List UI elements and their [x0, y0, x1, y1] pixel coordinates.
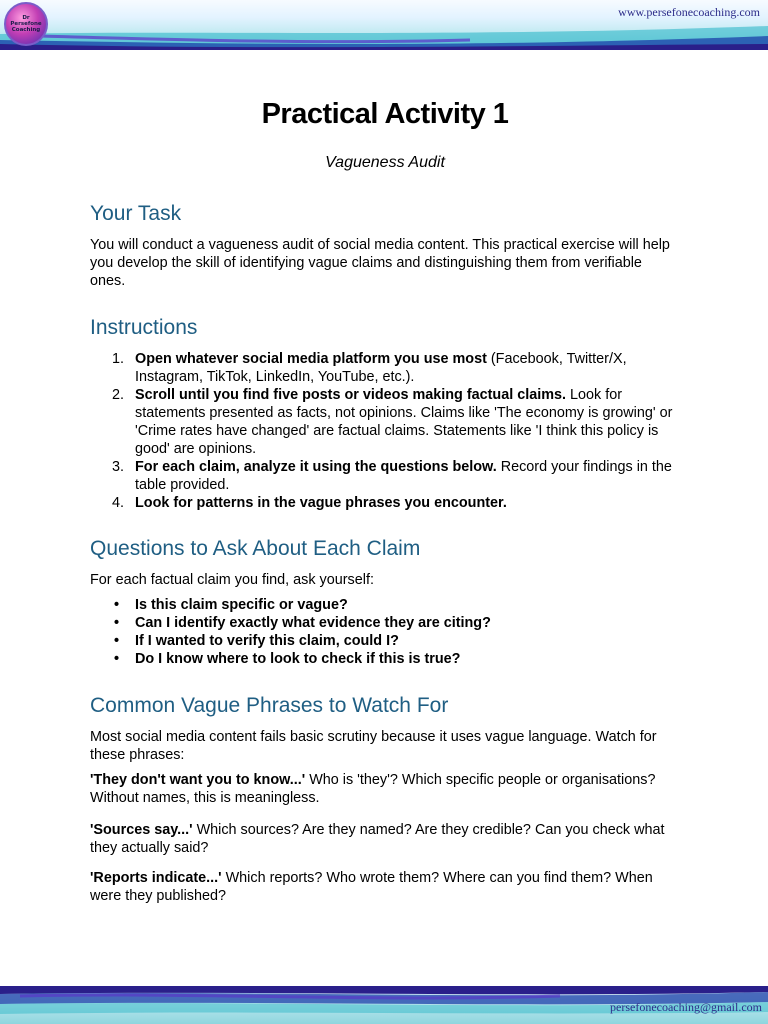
instruction-bold: Scroll until you find five posts or videos making factual claims.	[135, 387, 567, 403]
bullet-icon: •	[114, 633, 120, 649]
section-heading-vague-phrases: Common Vague Phrases to Watch For	[90, 694, 449, 717]
question-text: Is this claim specific or vague?	[135, 597, 348, 613]
question-item	[90, 632, 680, 650]
page-subtitle: Vagueness Audit	[325, 154, 445, 171]
section-heading-questions: Questions to Ask About Each Claim	[90, 537, 421, 560]
instruction-item	[90, 350, 680, 386]
bullet-icon: •	[114, 615, 120, 631]
section-heading-instructions: Instructions	[90, 316, 198, 339]
phrase-bold: 'They don't want you to know...'	[90, 772, 306, 788]
phrase-bold: 'Reports indicate...'	[90, 870, 222, 886]
section-heading-your-task: Your Task	[90, 202, 182, 225]
logo-line: Persefone	[10, 21, 42, 27]
phrase-bold: 'Sources say...'	[90, 822, 193, 838]
phrase-entry	[90, 771, 680, 807]
instruction-text: (Facebook, Twitter/X, Instagram, TikTok, LinkedIn, YouTube, etc.).	[135, 351, 627, 385]
instruction-text: Look for statements presented as facts, not opinions. Claims like 'The economy is growing' or 'Crime rates have changed' are factual claims. Statements like 'I think this policy is good' are opinions.	[135, 387, 673, 457]
item-number: 1.	[112, 351, 125, 367]
question-text: If I wanted to verify this claim, could I?	[135, 633, 399, 649]
task-description: You will conduct a vagueness audit of social media content. This practical exercise will help you develop the skill of identifying vague claims and distinguishing them from verifiable ones.	[90, 237, 670, 289]
item-number: 4.	[112, 495, 125, 511]
bullet-icon: •	[114, 597, 120, 613]
questions-intro: For each factual claim you find, ask yourself:	[90, 572, 374, 588]
footer-banner	[0, 986, 768, 1024]
question-item	[90, 650, 680, 668]
instruction-item	[90, 494, 680, 512]
logo-line: Coaching	[11, 27, 41, 33]
instruction-item	[90, 386, 680, 458]
questions-list	[90, 596, 680, 668]
instruction-item	[90, 458, 680, 494]
question-text: Do I know where to look to check if this is true?	[135, 651, 461, 667]
contact-email-link[interactable]: persefonecoaching@gmail.com	[610, 1000, 762, 1014]
logo-line: Dr	[22, 15, 30, 21]
header-banner	[0, 0, 768, 50]
website-link[interactable]: www.persefonecoaching.com	[618, 5, 760, 19]
instructions-list	[90, 350, 680, 512]
instruction-bold: Open whatever social media platform you use most	[135, 351, 487, 367]
phrase-text: Which sources? Are they named? Are they credible? Can you check what they actually said?	[90, 822, 665, 856]
instruction-text: Record your findings in the table provided.	[135, 459, 672, 493]
phrase-entry	[90, 821, 680, 857]
question-text: Can I identify exactly what evidence they are citing?	[135, 615, 491, 631]
phrase-text: Who is 'they'? Which specific people or organisations? Without names, this is meaningless.	[90, 772, 656, 806]
item-number: 2.	[112, 387, 125, 403]
instruction-bold: For each claim, analyze it using the questions below.	[135, 459, 497, 475]
item-number: 3.	[112, 459, 125, 475]
instruction-bold: Look for patterns in the vague phrases you encounter.	[135, 495, 507, 511]
question-item	[90, 614, 680, 632]
question-item	[90, 596, 680, 614]
phrase-text: Which reports? Who wrote them? Where can you find them? When were they published?	[90, 870, 653, 904]
page-title: Practical Activity 1	[261, 98, 509, 130]
logo	[4, 2, 48, 46]
phrases-intro: Most social media content fails basic scrutiny because it uses vague language. Watch for these phrases:	[90, 729, 657, 763]
phrase-entry	[90, 869, 680, 905]
bullet-icon: •	[114, 651, 120, 667]
